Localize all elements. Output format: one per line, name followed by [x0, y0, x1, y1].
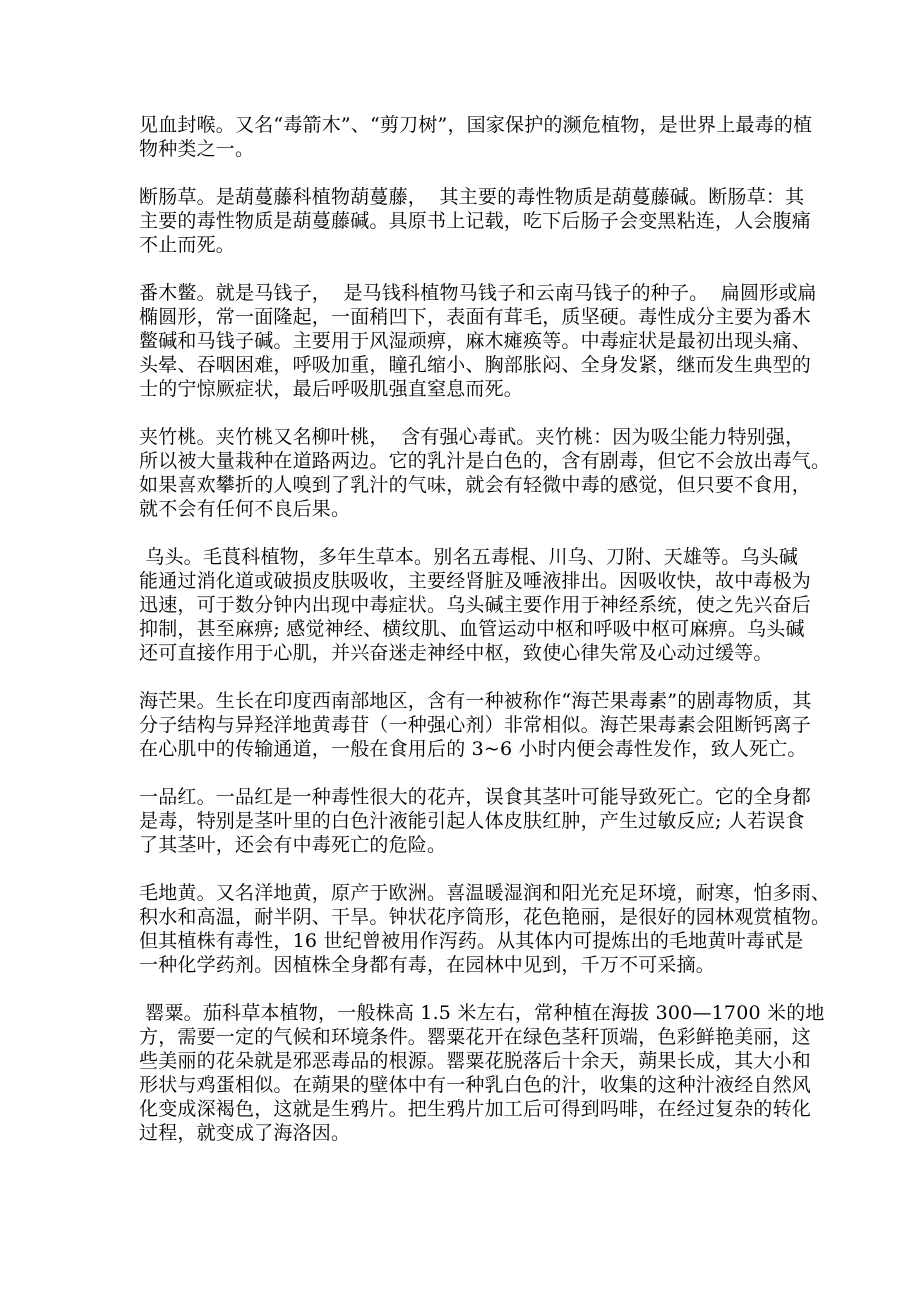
text-line: 在心肌中的传输通道，一般在食用后的 3~6 小时内便会毒性发作，致人死亡。: [139, 738, 807, 760]
paragraph-jiazhutao: [139, 425, 829, 521]
paragraph-wutou: [139, 545, 829, 665]
text-line: 见血封喉。又名“毒箭木”、“剪刀树”，国家保护的濒危植物，是世界上最毒的植: [139, 114, 813, 136]
text-line: 化变成深褐色，这就是生鸦片。把生鸦片加工后可得到吗啡，在经过复杂的转化: [139, 1098, 812, 1120]
text-line: 一品红。一品红是一种毒性很大的花卉，误食其茎叶可能导致死亡。它的全身都: [139, 786, 812, 808]
text-line: 断肠草。是葫蔓藤科植物葫蔓藤， 其主要的毒性物质是葫蔓藤碱。断肠草：其: [139, 186, 805, 208]
text-line: 毛地黄。又名洋地黄，原产于欧洲。喜温暖湿润和阳光充足环境，耐寒，怕多雨、: [139, 882, 831, 904]
paragraph-maodihuang: [139, 881, 829, 977]
paragraph-fanmubie: [139, 281, 829, 401]
text-line: 鳖碱和马钱子碱。主要用于风湿顽痹，麻木瘫痪等。中毒症状是最初出现头痛、: [139, 330, 812, 352]
text-line: 罂粟。茄科草本植物，一般株高 1.5 米左右，常种植在海拔 300—1700 米的地: [139, 1002, 825, 1024]
text-line: 一种化学药剂。因植株全身都有毒，在园林中见到，千万不可采摘。: [139, 954, 716, 976]
paragraph-jianxuefenghou: [139, 113, 829, 161]
text-line: 就不会有任何不良后果。: [139, 498, 351, 520]
text-line: 形状与鸡蛋相似。在蒴果的壁体中有一种乳白色的汁，收集的这种汁液经自然风: [139, 1074, 812, 1096]
document-page: [139, 113, 829, 1169]
text-line: 番木鳖。就是马钱子， 是马钱科植物马钱子和云南马钱子的种子。 扁圆形或扁: [139, 282, 817, 304]
text-line: 些美丽的花朵就是邪恶毒品的根源。罂粟花脱落后十余天，蒴果长成，其大小和: [139, 1050, 812, 1072]
text-line: 方，需要一定的气候和环境条件。罂粟花开在绿色茎秆顶端，色彩鲜艳美丽，这: [139, 1026, 812, 1048]
text-line: 迅速，可于数分钟内出现中毒症状。乌头碱主要作用于神经系统，使之先兴奋后: [139, 594, 812, 616]
text-line: 分子结构与异羟洋地黄毒苷（一种强心剂）非常相似。海芒果毒素会阻断钙离子: [139, 714, 812, 736]
text-line: 积水和高温，耐半阴、干旱。钟状花序筒形，花色艳丽，是很好的园林观赏植物。: [139, 906, 831, 928]
text-line: 主要的毒性物质是葫蔓藤碱。具原书上记载，吃下后肠子会变黑粘连，人会腹痛: [139, 210, 812, 232]
paragraph-yingsu: [139, 1001, 829, 1145]
text-line: 头晕、吞咽困难，呼吸加重，瞳孔缩小、胸部胀闷、全身发紧，继而发生典型的: [139, 354, 812, 376]
text-line: 海芒果。生长在印度西南部地区，含有一种被称作“海芒果毒素”的剧毒物质，其: [139, 690, 812, 712]
text-line: 不止而死。: [139, 234, 236, 256]
text-line: 还可直接作用于心肌，并兴奋迷走神经中枢，致使心律失常及心动过缓等。: [139, 642, 773, 664]
text-line: 是毒，特别是茎叶里的白色汁液能引起人体皮肤红肿，产生过敏反应; 人若误食: [139, 810, 805, 832]
text-line: 过程，就变成了海洛因。: [139, 1122, 351, 1144]
text-line: 抑制，甚至麻痹; 感觉神经、横纹肌、血管运动中枢和呼吸中枢可麻痹。乌头碱: [139, 618, 805, 640]
text-line: 所以被大量栽种在道路两边。它的乳汁是白色的，含有剧毒，但它不会放出毒气。: [139, 450, 831, 472]
text-line: 乌头。毛茛科植物，多年生草本。别名五毒棍、川乌、刀附、天雄等。乌头碱: [139, 546, 799, 568]
paragraph-haimangguo: [139, 689, 829, 761]
text-line: 但其植株有毒性，16 世纪曾被用作泻药。从其体内可提炼出的毛地黄叶毒甙是: [139, 930, 804, 952]
text-line: 椭圆形，常一面隆起，一面稍凹下，表面有茸毛，质坚硬。毒性成分主要为番木: [139, 306, 812, 328]
paragraph-yipinhong: [139, 785, 829, 857]
paragraph-duanchangcao: [139, 185, 829, 257]
text-line: 物种类之一。: [139, 138, 255, 160]
text-line: 夹竹桃。夹竹桃又名柳叶桃， 含有强心毒甙。夹竹桃：因为吸尘能力特别强，: [139, 426, 805, 448]
text-line: 能通过消化道或破损皮肤吸收，主要经肾脏及唾液排出。因吸收快，故中毒极为: [139, 570, 812, 592]
text-line: 了其茎叶，还会有中毒死亡的危险。: [139, 834, 447, 856]
text-line: 如果喜欢攀折的人嗅到了乳汁的气味，就会有轻微中毒的感觉，但只要不食用，: [139, 474, 812, 496]
text-line: 士的宁惊厥症状，最后呼吸肌强直窒息而死。: [139, 378, 524, 400]
